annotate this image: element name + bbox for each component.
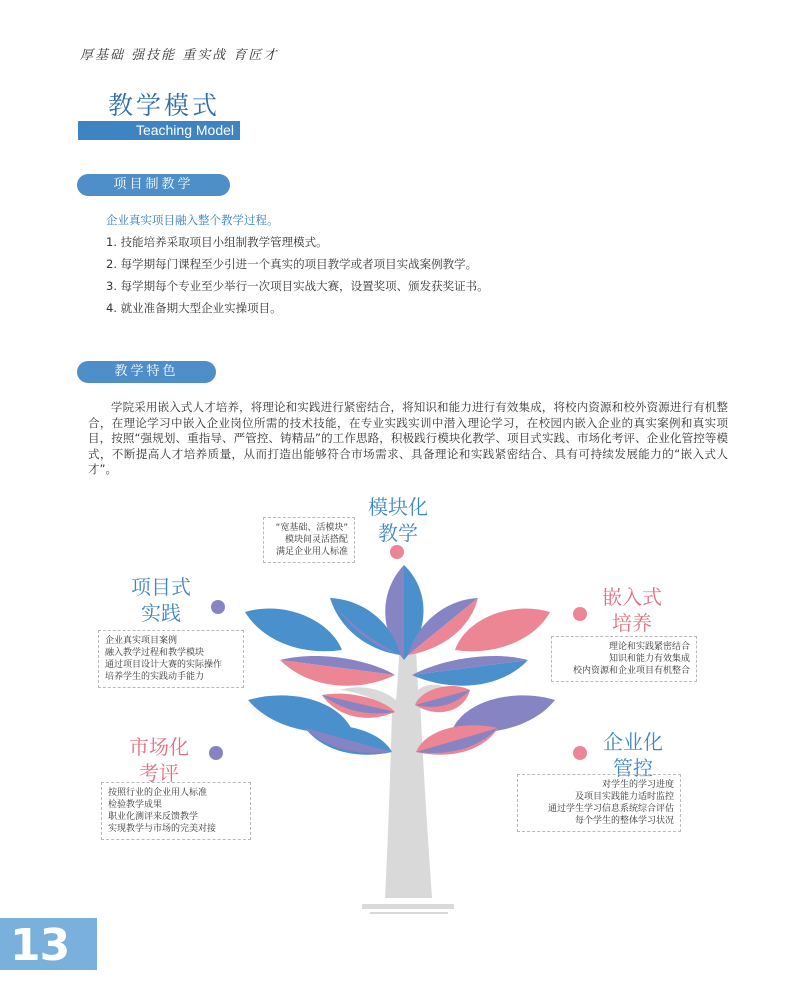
- box-line: “宽基础、活模块”: [275, 523, 348, 533]
- box-market: [101, 782, 251, 840]
- section-pill-teaching-features: 教学特色: [77, 361, 216, 383]
- box-line: 通过项目设计大赛的实际操作: [105, 660, 223, 670]
- box-modular: [263, 517, 355, 563]
- box-line: 通过学生学习信息系统综合评估: [547, 804, 674, 814]
- section-pill-project-teaching: 项目制教学: [77, 174, 230, 196]
- tree-base-line: [370, 912, 448, 914]
- page-number-block: [0, 918, 97, 970]
- label-modular-line2: 教学: [378, 521, 418, 545]
- label-embedded-line1: 嵌入式: [602, 585, 662, 609]
- box-line: 企业真实项目案例: [105, 636, 178, 646]
- label-market-line1: 市场化: [129, 735, 189, 759]
- page-number: 13: [10, 920, 70, 971]
- box-line: 满足企业用人标准: [275, 547, 348, 557]
- label-enterprise-line1: 企业化: [603, 730, 663, 754]
- label-market: [114, 734, 204, 786]
- features-paragraph: 学院采用嵌入式人才培养，将理论和实践进行紧密结合，将知识和能力进行有效集成，将校内资源和校外资源进行有机整合，在理论学习中嵌入企业岗位所需的技术技能，在专业实践实训中潜入理论学习，在校园内嵌入企业的真实案例和真实项目，按照“强规划、重指导、严管控、铸精品”的工作思路，积极践行模块化教学、项目式实践、市场化考评、企业化管控等模式，不断提高人才培养质量，从而打造出能够符合市场需求、具备理论和实践紧密结合、具有可持续发展能力的“嵌入式人才”。: [88, 400, 728, 476]
- box-line: 每个学生的整体学习状况: [574, 816, 674, 826]
- dot-project: [211, 600, 225, 614]
- box-line: 及项目实践能力适时监控: [574, 792, 674, 802]
- box-line: 职业化测评来反馈教学: [108, 812, 199, 822]
- label-modular-line1: 模块化: [368, 495, 428, 519]
- dot-embedded: [573, 607, 587, 621]
- label-market-line2: 考评: [139, 761, 179, 785]
- page-title-en: Teaching Model: [78, 121, 240, 140]
- box-enterprise: [517, 774, 681, 832]
- label-embedded-line2: 培养: [612, 611, 652, 635]
- label-modular: [356, 494, 440, 546]
- tree-base: [362, 904, 454, 909]
- box-line: 知识和能力有效集成: [608, 654, 690, 664]
- box-line: 融入教学过程和教学模块: [105, 648, 205, 658]
- box-line: 按照行业的企业用人标准: [108, 788, 208, 798]
- box-project: [98, 630, 244, 688]
- list-item: 2. 每学期每门课程至少引进一个真实的项目教学或者项目实战案例教学。: [106, 257, 478, 271]
- box-line: 实现教学与市场的完美对接: [108, 824, 217, 834]
- box-line: 检验教学成果: [108, 800, 163, 810]
- box-line: 对学生的学习进度: [601, 780, 674, 790]
- label-enterprise-line2: 管控: [613, 756, 653, 780]
- list-item: 1. 技能培养采取项目小组制教学管理模式。: [106, 235, 328, 249]
- leaf: [245, 608, 342, 651]
- box-line: 培养学生的实践动手能力: [105, 672, 205, 682]
- dot-market: [209, 746, 223, 760]
- label-project: [116, 574, 206, 626]
- box-line: 模块间灵活搭配: [284, 535, 348, 545]
- label-project-line1: 项目式: [131, 575, 191, 599]
- list-item: 4. 就业准备期大型企业实操项目。: [106, 301, 282, 315]
- label-embedded: [590, 584, 674, 636]
- dot-enterprise: [573, 746, 587, 760]
- dot-modular: [390, 545, 404, 559]
- box-line: 理论和实践紧密结合: [608, 642, 690, 652]
- page-title: 教学模式: [108, 91, 221, 120]
- box-embedded: [551, 636, 697, 682]
- section-intro: 企业真实项目融入整个教学过程。: [106, 213, 279, 227]
- list-item: 3. 每学期每个专业至少举行一次项目实战大赛，设置奖项、颁发获奖证书。: [106, 279, 489, 293]
- motto: 厚基础 强技能 重实战 育匠才: [80, 48, 279, 63]
- box-line: 校内资源和企业项目有机整合: [572, 666, 690, 676]
- label-project-line2: 实践: [141, 601, 181, 625]
